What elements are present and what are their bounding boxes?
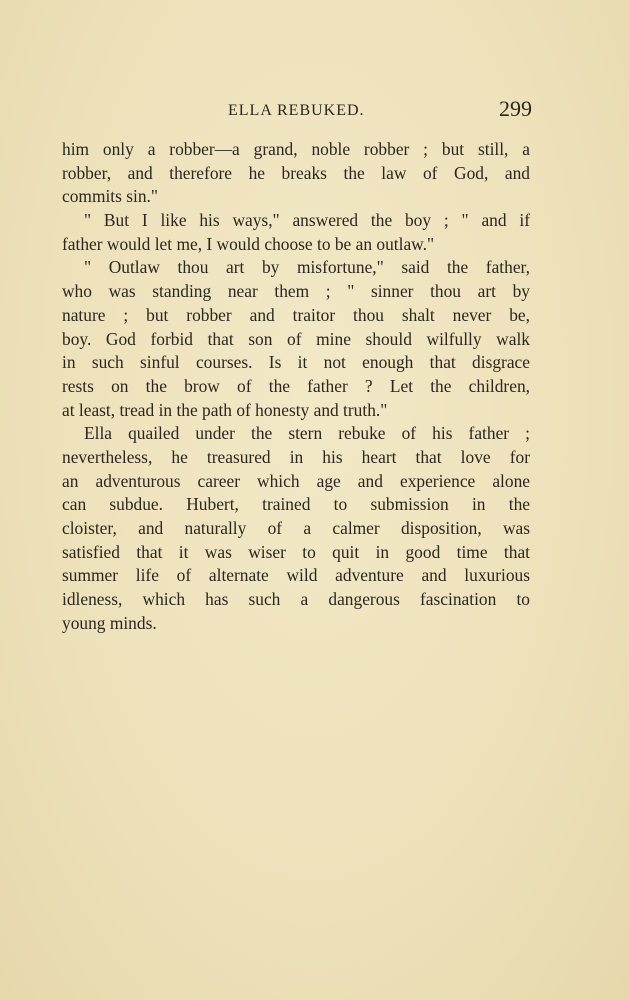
body-text	[62, 138, 530, 635]
text-line: satisfied that it was wiser to quit in good time that	[62, 541, 530, 562]
text-line: " Outlaw thou art by misfortune," said the father,	[84, 257, 530, 278]
text-line: nevertheless, he treasured in his heart that love for	[62, 446, 530, 467]
text-line: robber, and therefore he breaks the law of God, and	[62, 162, 530, 183]
text-line: " But I like his ways," answered the boy ; " and if	[84, 210, 530, 231]
text-line: an adventurous career which age and experience alone	[62, 470, 530, 491]
text-line: commits sin."	[62, 186, 158, 207]
running-head	[62, 96, 532, 126]
text-line: at least, tread in the path of honesty and truth."	[62, 399, 388, 420]
text-line: can subdue. Hubert, trained to submission in the	[62, 494, 530, 515]
page-number: 299	[499, 96, 532, 121]
text-line: him only a robber—a grand, noble robber ; but still, a	[62, 139, 530, 159]
text-line: idleness, which has such a dangerous fascination to	[62, 589, 530, 610]
running-title: ELLA REBUKED.	[228, 102, 365, 119]
text-line: young minds.	[62, 612, 157, 633]
text-line: who was standing near them ; " sinner thou art by	[62, 281, 530, 302]
text-line: in such sinful courses. Is it not enough that disgrace	[62, 352, 530, 373]
text-line: rests on the brow of the father ? Let the children,	[62, 375, 530, 396]
text-line: nature ; but robber and traitor thou shalt never be,	[62, 304, 530, 325]
text-line: boy. God forbid that son of mine should wilfully walk	[62, 328, 530, 349]
text-line: summer life of alternate wild adventure and luxurious	[62, 565, 530, 586]
text-line: cloister, and naturally of a calmer disposition, was	[62, 518, 530, 538]
text-line: Ella quailed under the stern rebuke of his father ;	[84, 423, 530, 444]
text-line: father would let me, I would choose to be an outlaw."	[62, 233, 435, 254]
